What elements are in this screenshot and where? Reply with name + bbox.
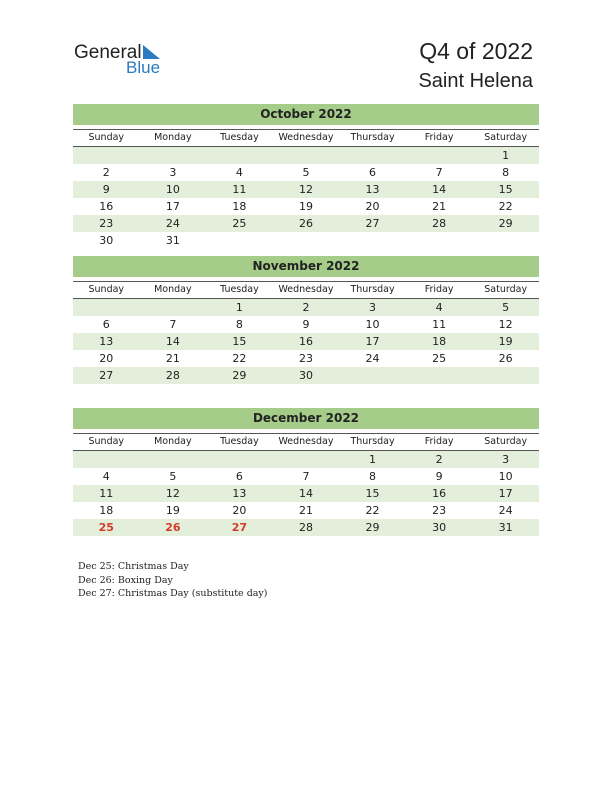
day-cell: 23	[432, 504, 447, 517]
day-cell: 27	[99, 369, 114, 382]
week-row	[73, 350, 539, 367]
day-cell: 1	[235, 301, 243, 314]
day-cell: 23	[298, 352, 313, 365]
day-cell: 13	[365, 183, 380, 196]
day-cell: 7	[435, 166, 443, 179]
day-cell: 3	[369, 301, 377, 314]
month-calendar-october	[73, 104, 539, 249]
day-cell: 10	[498, 470, 513, 483]
week-row	[73, 451, 539, 468]
week-row	[73, 299, 539, 316]
day-cell	[140, 147, 207, 164]
week-row	[73, 485, 539, 502]
holiday-day-cell: 25	[98, 521, 114, 534]
day-cell: 28	[432, 217, 447, 230]
day-cell: 6	[369, 166, 377, 179]
day-cell: 5	[502, 301, 510, 314]
day-cell: 4	[102, 470, 110, 483]
month-title: December 2022	[73, 408, 539, 429]
day-cell: 11	[232, 183, 247, 196]
day-cell: 26	[298, 217, 313, 230]
weekday-label: Monday	[154, 132, 192, 143]
page-title: Q4 of 2022	[419, 38, 533, 64]
day-cell: 8	[502, 166, 510, 179]
day-cell	[73, 451, 140, 468]
day-cell: 6	[235, 470, 243, 483]
week-row	[73, 468, 539, 485]
day-cell: 2	[435, 453, 443, 466]
day-cell	[472, 367, 539, 384]
week-row	[73, 502, 539, 519]
weekday-header-row	[73, 433, 539, 451]
weekday-label: Wednesday	[278, 436, 334, 447]
day-cell: 4	[435, 301, 443, 314]
day-cell: 31	[498, 521, 513, 534]
day-cell	[140, 451, 207, 468]
holiday-day-cell: 27	[231, 521, 248, 534]
logo-general-text: General	[74, 42, 142, 63]
day-cell: 20	[99, 352, 114, 365]
day-cell: 3	[502, 453, 510, 466]
day-cell: 22	[498, 200, 513, 213]
day-cell: 21	[165, 352, 180, 365]
day-cell: 14	[165, 335, 180, 348]
day-cell	[339, 367, 406, 384]
month-title: October 2022	[73, 104, 539, 125]
day-cell	[406, 232, 473, 249]
day-cell: 29	[498, 217, 513, 230]
holiday-day-cell: 26	[165, 521, 181, 534]
holiday-note: Dec 25: Christmas Day	[78, 561, 189, 572]
weekday-label: Saturday	[484, 284, 528, 295]
day-cell	[73, 147, 140, 164]
day-cell: 27	[365, 217, 380, 230]
day-cell: 19	[498, 335, 513, 348]
day-cell: 9	[435, 470, 443, 483]
weekday-label: Tuesday	[220, 284, 259, 295]
day-cell	[273, 451, 340, 468]
month-calendar-november	[73, 256, 539, 384]
day-cell: 5	[169, 470, 177, 483]
holiday-note: Dec 26: Boxing Day	[78, 574, 173, 586]
day-cell	[273, 232, 340, 249]
day-cell	[406, 147, 473, 164]
week-row	[73, 164, 539, 181]
day-cell: 28	[165, 369, 180, 382]
day-cell: 29	[232, 369, 247, 382]
day-cell: 14	[298, 487, 313, 500]
day-cell: 10	[165, 183, 180, 196]
day-cell: 28	[298, 521, 313, 534]
day-cell	[73, 299, 140, 316]
weekday-header-row	[73, 129, 539, 147]
week-row	[73, 316, 539, 333]
day-cell: 14	[432, 183, 447, 196]
day-cell	[339, 147, 406, 164]
weekday-header-row	[73, 281, 539, 299]
day-cell: 15	[232, 335, 247, 348]
weekday-label: Wednesday	[278, 284, 334, 295]
weekday-label: Friday	[424, 436, 454, 447]
weekday-label: Saturday	[484, 132, 528, 143]
day-cell: 24	[165, 217, 180, 230]
day-cell: 13	[99, 335, 114, 348]
day-cell: 16	[432, 487, 447, 500]
day-cell: 9	[102, 183, 110, 196]
day-cell: 24	[365, 352, 380, 365]
day-cell: 30	[298, 369, 313, 382]
day-cell: 17	[365, 335, 380, 348]
week-row	[73, 147, 539, 164]
day-cell: 18	[432, 335, 447, 348]
day-cell: 13	[232, 487, 247, 500]
holiday-notes	[78, 560, 268, 601]
day-cell: 30	[99, 234, 114, 247]
week-row	[73, 215, 539, 232]
weekday-label: Wednesday	[278, 132, 334, 143]
day-cell	[206, 232, 273, 249]
day-cell: 31	[165, 234, 180, 247]
day-cell: 12	[498, 318, 513, 331]
day-cell: 22	[365, 504, 380, 517]
week-row	[73, 232, 539, 249]
day-cell: 16	[298, 335, 313, 348]
week-row	[73, 181, 539, 198]
day-cell: 16	[99, 200, 114, 213]
weekday-label: Thursday	[350, 436, 395, 447]
weekday-label: Saturday	[484, 436, 528, 447]
day-cell: 20	[365, 200, 380, 213]
day-cell: 30	[432, 521, 447, 534]
weekday-label: Sunday	[88, 132, 125, 143]
day-cell: 12	[298, 183, 313, 196]
day-cell: 1	[502, 149, 510, 162]
day-cell: 23	[99, 217, 114, 230]
month-title: November 2022	[73, 256, 539, 277]
day-cell: 19	[298, 200, 313, 213]
day-cell: 7	[169, 318, 177, 331]
day-cell: 1	[369, 453, 377, 466]
weekday-label: Thursday	[350, 284, 395, 295]
day-cell: 12	[165, 487, 180, 500]
day-cell: 18	[232, 200, 247, 213]
day-cell: 25	[432, 352, 447, 365]
day-cell: 9	[302, 318, 310, 331]
day-cell: 3	[169, 166, 177, 179]
day-cell	[406, 367, 473, 384]
day-cell	[206, 451, 273, 468]
day-cell: 15	[365, 487, 380, 500]
day-cell: 5	[302, 166, 310, 179]
day-cell: 11	[432, 318, 447, 331]
weekday-label: Tuesday	[220, 436, 259, 447]
day-cell: 8	[235, 318, 243, 331]
weekday-label: Sunday	[88, 284, 125, 295]
day-cell: 15	[498, 183, 513, 196]
day-cell: 21	[432, 200, 447, 213]
weekday-label: Thursday	[350, 132, 395, 143]
day-cell: 7	[302, 470, 310, 483]
day-cell: 19	[165, 504, 180, 517]
weekday-label: Tuesday	[220, 132, 259, 143]
day-cell	[339, 232, 406, 249]
day-cell: 17	[165, 200, 180, 213]
day-cell: 11	[99, 487, 114, 500]
day-cell	[273, 147, 340, 164]
day-cell	[140, 299, 207, 316]
weekday-label: Friday	[424, 284, 454, 295]
day-cell: 2	[102, 166, 110, 179]
weekday-label: Monday	[154, 284, 192, 295]
day-cell: 4	[235, 166, 243, 179]
page-subtitle: Saint Helena	[418, 70, 533, 92]
day-cell: 26	[498, 352, 513, 365]
day-cell: 25	[232, 217, 247, 230]
week-row	[73, 198, 539, 215]
day-cell: 22	[232, 352, 247, 365]
day-cell: 2	[302, 301, 310, 314]
holiday-note: Dec 27: Christmas Day (substitute day)	[78, 588, 268, 599]
day-cell: 18	[99, 504, 114, 517]
logo-blue-text: Blue	[126, 58, 161, 77]
day-cell: 29	[365, 521, 380, 534]
day-cell	[206, 147, 273, 164]
day-cell: 10	[365, 318, 380, 331]
day-cell: 17	[498, 487, 513, 500]
week-row	[73, 367, 539, 384]
week-row	[73, 519, 539, 536]
weekday-label: Sunday	[88, 436, 125, 447]
weekday-label: Friday	[424, 132, 454, 143]
generalblue-logo	[74, 42, 174, 78]
day-cell: 21	[298, 504, 313, 517]
month-calendar-december	[73, 408, 539, 536]
weekday-label: Monday	[154, 436, 192, 447]
week-row	[73, 333, 539, 350]
day-cell: 24	[498, 504, 513, 517]
day-cell	[472, 232, 539, 249]
day-cell: 6	[102, 318, 110, 331]
day-cell: 8	[369, 470, 377, 483]
day-cell: 20	[232, 504, 247, 517]
